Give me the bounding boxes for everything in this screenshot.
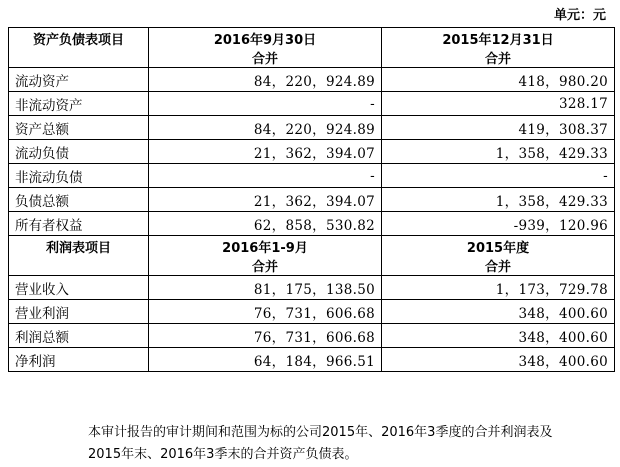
row-value-period1: 64，184，966.51 <box>149 348 382 372</box>
row-label: 负债总额 <box>9 188 149 212</box>
balance-header-row <box>9 28 615 49</box>
balance-sub1-header: 合并 <box>149 48 382 68</box>
table-row <box>9 188 615 212</box>
row-value-period1: 21，362，394.07 <box>149 140 382 164</box>
row-value-period2: 348，400.60 <box>382 348 615 372</box>
balance-period1-header: 2016年9月30日 <box>149 28 382 49</box>
income-item-col-header: 利润表项目 <box>9 236 149 257</box>
row-value-period1: 84，220，924.89 <box>149 116 382 140</box>
row-value-period2: 1，173，729.78 <box>382 276 615 300</box>
row-value-period2: 348，400.60 <box>382 324 615 348</box>
table-row <box>9 140 615 164</box>
row-value-period2: -939，120.96 <box>382 212 615 236</box>
row-value-period2: 419，308.37 <box>382 116 615 140</box>
balance-sub2-header: 合并 <box>382 48 615 68</box>
balance-item-col-header-cont <box>9 48 149 68</box>
audit-note <box>8 422 614 466</box>
row-value-period2: - <box>382 164 615 188</box>
row-label: 流动资产 <box>9 68 149 92</box>
balance-item-col-header: 资产负债表项目 <box>9 28 149 49</box>
balance-period2-header: 2015年12月31日 <box>382 28 615 49</box>
table-row <box>9 92 615 116</box>
row-label: 流动负债 <box>9 140 149 164</box>
table-row <box>9 116 615 140</box>
row-label: 所有者权益 <box>9 212 149 236</box>
income-item-col-header-cont <box>9 256 149 276</box>
row-label: 营业利润 <box>9 300 149 324</box>
table-row <box>9 276 615 300</box>
row-label: 利润总额 <box>9 324 149 348</box>
financial-table <box>8 27 615 372</box>
row-label: 营业收入 <box>9 276 149 300</box>
audit-note-line2: 2015年末、2016年3季末的合并资产负债表。 <box>88 447 358 462</box>
income-period1-header: 2016年1-9月 <box>149 236 382 257</box>
row-value-period2: 418，980.20 <box>382 68 615 92</box>
balance-subheader-row <box>9 48 615 68</box>
row-value-period1: 81，175，138.50 <box>149 276 382 300</box>
income-period2-header: 2015年度 <box>382 236 615 257</box>
row-value-period1: 76，731，606.68 <box>149 324 382 348</box>
table-row <box>9 324 615 348</box>
row-value-period1: 62，858，530.82 <box>149 212 382 236</box>
row-value-period2: 348，400.60 <box>382 300 615 324</box>
table-row <box>9 164 615 188</box>
row-label: 资产总额 <box>9 116 149 140</box>
table-row <box>9 212 615 236</box>
row-value-period1: 84，220，924.89 <box>149 68 382 92</box>
table-row <box>9 68 615 92</box>
row-value-period2: 1，358，429.33 <box>382 188 615 212</box>
income-subheader-row <box>9 256 615 276</box>
row-value-period2: 328.17 <box>382 92 615 116</box>
row-value-period1: - <box>149 164 382 188</box>
row-value-period2: 1，358，429.33 <box>382 140 615 164</box>
row-label: 净利润 <box>9 348 149 372</box>
row-value-period1: 76，731，606.68 <box>149 300 382 324</box>
audit-note-line1: 本审计报告的审计期间和范围为标的公司2015年、2016年3季度的合并利润表及 <box>88 425 553 440</box>
income-sub1-header: 合并 <box>149 256 382 276</box>
row-label: 非流动负债 <box>9 164 149 188</box>
income-sub2-header: 合并 <box>382 256 615 276</box>
income-header-row <box>9 236 615 257</box>
unit-label: 单元：元 <box>553 8 606 23</box>
row-value-period1: 21，362，394.07 <box>149 188 382 212</box>
row-value-period1: - <box>149 92 382 116</box>
table-row <box>9 300 615 324</box>
table-row <box>9 348 615 372</box>
row-label: 非流动资产 <box>9 92 149 116</box>
